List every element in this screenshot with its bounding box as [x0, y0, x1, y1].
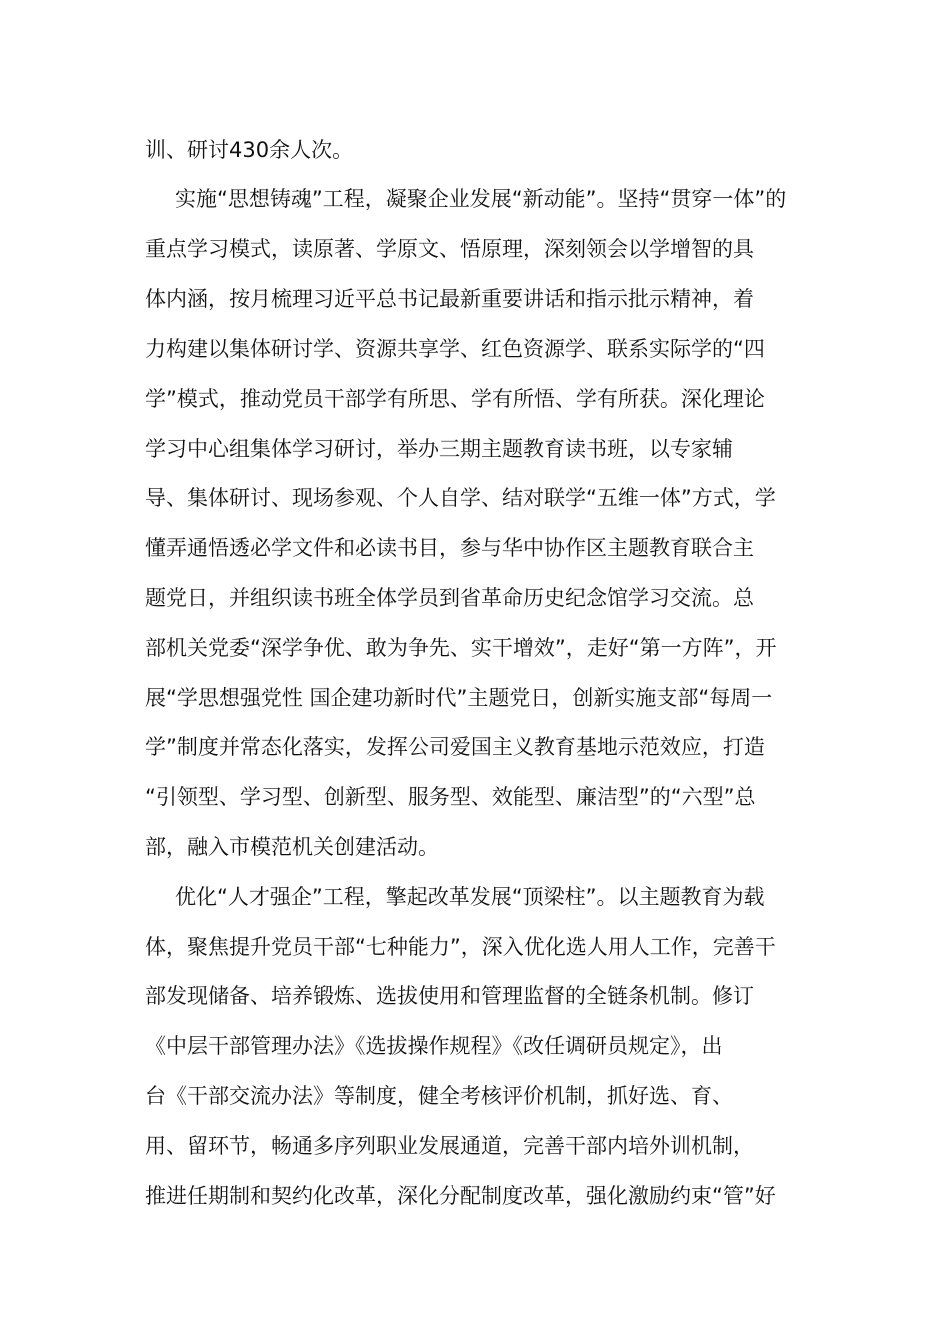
text-line: 《中层干部管理办法》《选拔操作规程》《改任调研员规定》，出 [145, 1034, 723, 1058]
text-line: 部，融入市模范机关创建活动。 [145, 835, 439, 859]
text-line: 懂弄通悟透必学文件和必读书目，参与华中协作区主题教育联合主 [145, 536, 754, 560]
text-line: 部发现储备、培养锻炼、选拔使用和管理监督的全链条机制。修订 [145, 984, 754, 1008]
text-line: 题党日，并组织读书班全体学员到省革命历史纪念馆学习交流。总 [145, 586, 754, 610]
text-line: 重点学习模式，读原著、学原文、悟原理，深刻领会以学增智的具 [145, 237, 754, 261]
text-line: 优化“人才强企”工程，擎起改革发展“顶梁柱”。以主题教育为载 [175, 885, 765, 909]
text-line: 台《干部交流办法》等制度，健全考核评价机制，抓好选、育、 [145, 1084, 733, 1108]
text-line: 学习中心组集体学习研讨，举办三期主题教育读书班，以专家辅 [145, 437, 733, 461]
text-line: 力构建以集体研讨学、资源共享学、红色资源学、联系实际学的“四 [145, 337, 765, 361]
text-line: 用、留环节，畅通多序列职业发展通道，完善干部内培外训机制， [145, 1134, 754, 1158]
text-line: 导、集体研讨、现场参观、个人自学、结对联学“五维一体”方式，学 [145, 486, 776, 510]
text-line: 部机关党委“深学争优、敢为争先、实干增效”，走好“第一方阵”，开 [145, 636, 777, 660]
text-line: 学”制度并常态化落实，发挥公司爱国主义教育基地示范效应，打造 [145, 735, 765, 759]
text-line: 展“学思想强党性 国企建功新时代”主题党日，创新实施支部“每周一 [145, 686, 773, 710]
text-line: 体内涵，按月梳理习近平总书记最新重要讲话和指示批示精神，着 [145, 287, 754, 311]
text-line: 训、研讨430余人次。 [145, 138, 354, 162]
text-line: “引领型、学习型、创新型、服务型、效能型、廉洁型”的“六型”总 [145, 785, 756, 809]
text-line: 学”模式，推动党员干部学有所思、学有所悟、学有所获。深化理论 [145, 387, 765, 411]
text-line: 推进任期制和契约化改革，深化分配制度改革，强化激励约束“管”好 [145, 1184, 776, 1208]
text-line: 体，聚焦提升党员干部“七种能力”，深入优化选人用人工作，完善干 [145, 935, 776, 959]
text-line: 实施“思想铸魂”工程，凝聚企业发展“新动能”。坚持“贯穿一体”的 [175, 187, 787, 211]
